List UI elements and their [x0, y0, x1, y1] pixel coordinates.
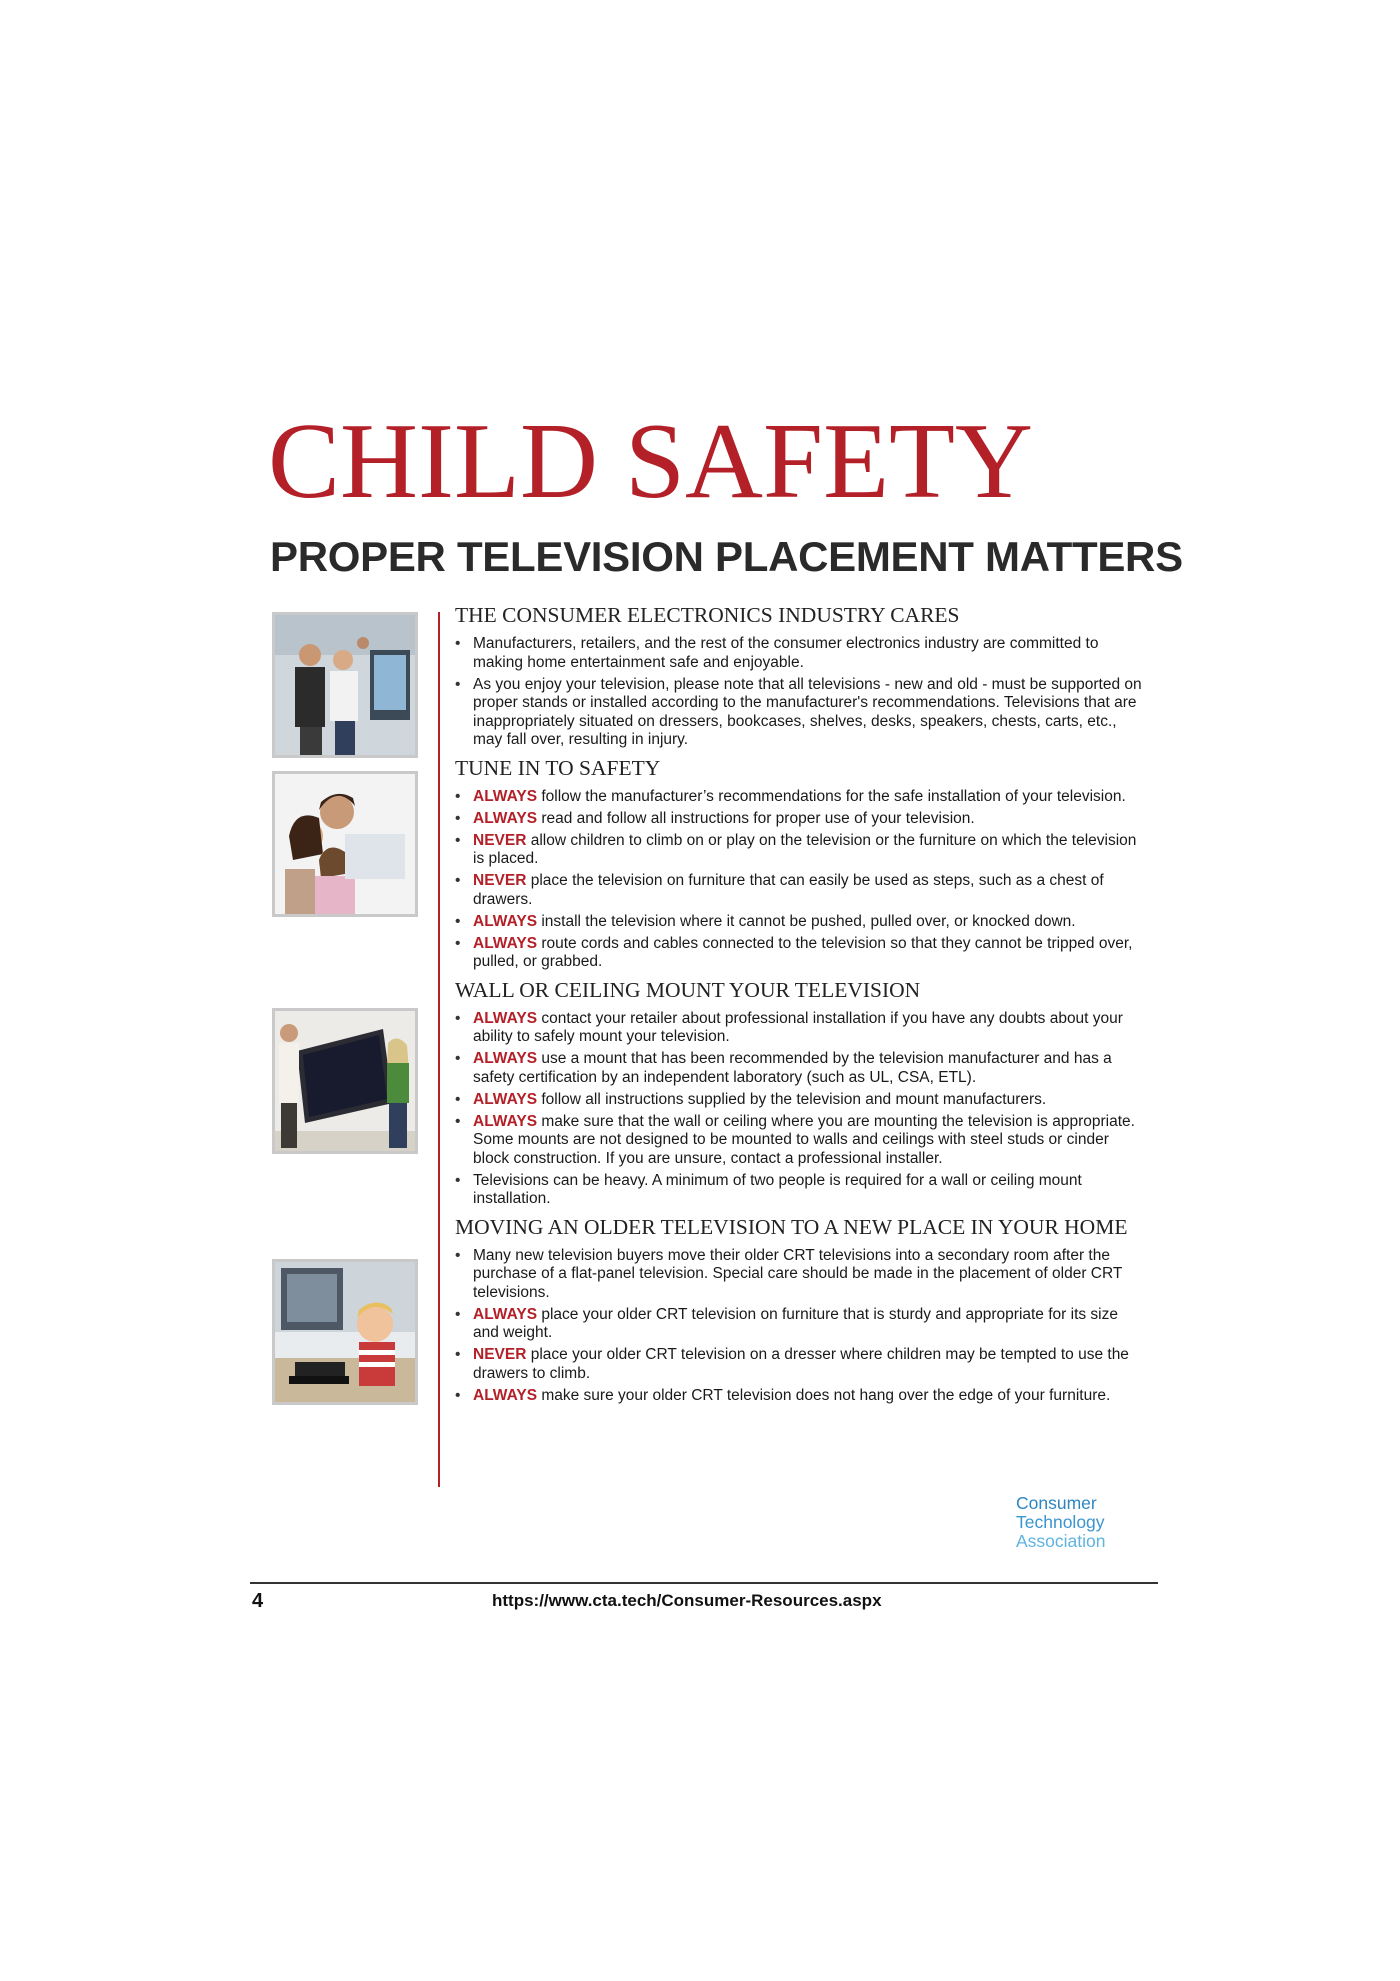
list-item: • ALWAYS contact your retailer about professional installation if you have any doubts about your ability to safely mount your television. [455, 1010, 1145, 1047]
list-item: • As you enjoy your television, please note that all televisions - new and old - must be supported on proper stands or installed according to the manufacturer's recommendations. Televisions that are inappropriately situated on dressers, bookcases, shelves, desks, speakers, chests, carts, etc., may fall over, resulting in injury. [455, 676, 1145, 750]
list-item: • ALWAYS make sure that the wall or ceiling where you are mounting the television is appropriate. Some mounts are not designed to be mounted to walls and ceilings with steel studs or cinder block construction. If you are unsure, contact a professional installer. [455, 1113, 1145, 1169]
section-moving-older-tv [455, 1215, 1145, 1406]
logo-line-2: Technology [1016, 1512, 1105, 1532]
bullet-list [455, 1010, 1145, 1209]
section-heading: MOVING AN OLDER TELEVISION TO A NEW PLACE IN YOUR HOME [455, 1214, 1128, 1239]
wall-mount-photo [272, 1008, 418, 1154]
bullet-list [455, 635, 1145, 750]
bullet-list [455, 788, 1145, 972]
cta-logo [1016, 1494, 1106, 1551]
list-item: • ALWAYS follow all instructions supplied by the television and mount manufacturers. [455, 1091, 1145, 1110]
logo-line-1: Consumer [1016, 1493, 1097, 1513]
section-heading: WALL OR CEILING MOUNT YOUR TELEVISION [455, 977, 921, 1002]
list-item: • ALWAYS route cords and cables connected to the television so that they cannot be tripped over, pulled, or grabbed. [455, 935, 1145, 972]
list-item: • ALWAYS install the television where it cannot be pushed, pulled over, or knocked down. [455, 913, 1145, 932]
list-item: • Many new television buyers move their older CRT televisions into a secondary room after the purchase of a flat-panel television. Special care should be made in the placement of older CRT televisions. [455, 1247, 1145, 1303]
list-item: • NEVER place the television on furniture that can easily be used as steps, such as a chest of drawers. [455, 872, 1145, 909]
footer-rule [250, 1582, 1158, 1584]
list-item: • Manufacturers, retailers, and the rest of the consumer electronics industry are committed to making home entertainment safe and enjoyable. [455, 635, 1145, 672]
family-photo [272, 771, 418, 917]
logo-line-3: Association [1016, 1531, 1106, 1551]
page-title: CHILD SAFETY [268, 402, 1034, 521]
bullet-list [455, 1247, 1145, 1406]
section-wall-mount [455, 978, 1145, 1209]
list-item: • NEVER allow children to climb on or play on the television or the furniture on which the television is placed. [455, 832, 1145, 869]
page-number: 4 [252, 1590, 264, 1612]
list-item: • ALWAYS place your older CRT television on furniture that is sturdy and appropriate for its size and weight. [455, 1306, 1145, 1343]
section-heading: THE CONSUMER ELECTRONICS INDUSTRY CARES [455, 603, 960, 627]
list-item: • NEVER place your older CRT television on a dresser where children may be tempted to use the drawers to climb. [455, 1346, 1145, 1383]
page-subtitle: PROPER TELEVISION PLACEMENT MATTERS [270, 533, 1183, 580]
list-item: • ALWAYS make sure your older CRT television does not hang over the edge of your furniture. [455, 1387, 1145, 1406]
list-item: • ALWAYS read and follow all instructions for proper use of your television. [455, 810, 1145, 829]
list-item: • Televisions can be heavy. A minimum of two people is required for a wall or ceiling mount installation. [455, 1172, 1145, 1209]
list-item: • ALWAYS use a mount that has been recommended by the television manufacturer and has a safety certification by an independent laboratory (such as UL, CSA, ETL). [455, 1050, 1145, 1087]
section-industry-cares [455, 603, 1145, 750]
section-heading: TUNE IN TO SAFETY [455, 755, 661, 780]
child-tv-photo [272, 1259, 418, 1405]
store-photo [272, 612, 418, 758]
footer-url-link[interactable]: https://www.cta.tech/Consumer-Resources.aspx [492, 1591, 882, 1610]
section-tune-in [455, 756, 1145, 972]
content-column [455, 603, 1145, 1409]
accent-divider [438, 612, 440, 1487]
list-item: • ALWAYS follow the manufacturer’s recommendations for the safe installation of your television. [455, 788, 1145, 807]
